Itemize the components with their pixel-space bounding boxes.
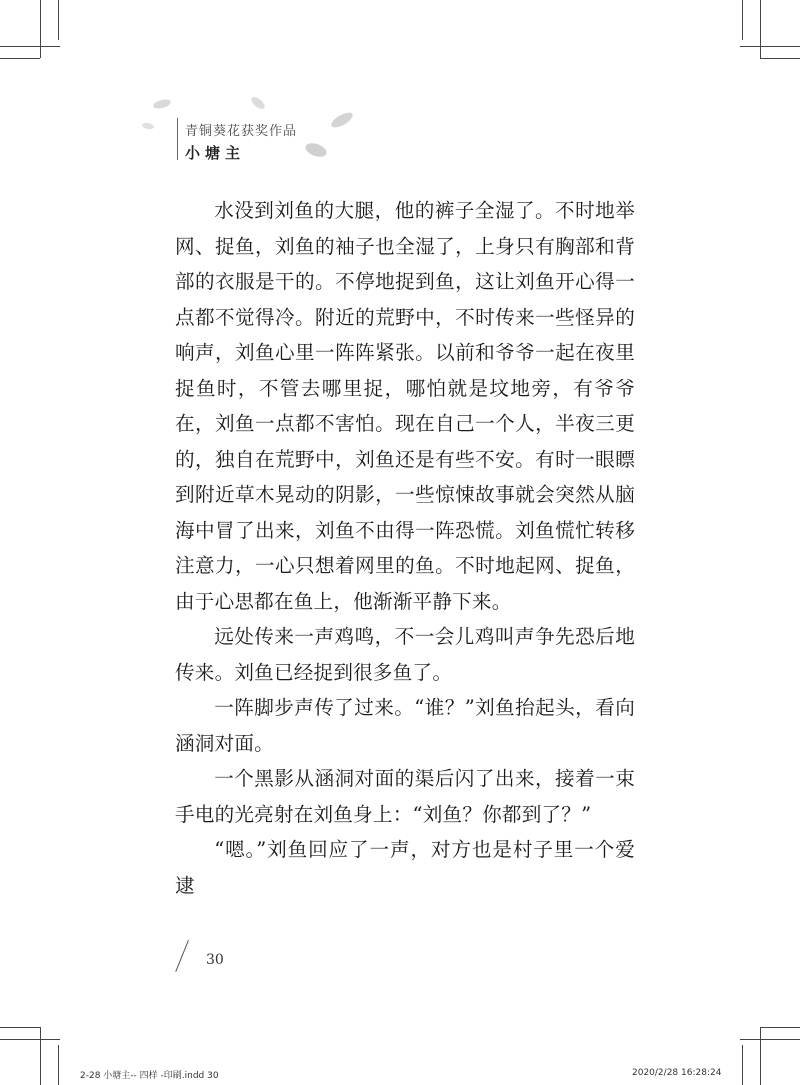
page-number-slash — [175, 940, 189, 972]
crop-mark — [760, 1027, 761, 1085]
print-slug-timestamp: 2020/2/28 16:28:24 — [632, 1068, 722, 1078]
book-title: 小塘主 — [185, 144, 246, 162]
page-number: 30 — [206, 952, 224, 968]
paragraph: 水没到刘鱼的大腿，他的裤子全湿了。不时地举网、捉鱼，刘鱼的袖子也全湿了，上身只有胸部和背部的衣服是干的。不停地捉到鱼，这让刘鱼开心得一点都不觉得冷。附近的荒野中，不时传来一些怪异的响声，刘鱼心里一阵阵紧张。以前和爷爷一起在夜里捉鱼时，不管去哪里捉，哪怕就是坟地旁，有爷爷在，刘鱼一点都不害怕。现在自己一个人，半夜三更的，独自在荒野中，刘鱼还是有些不安。有时一眼瞟到附近草木晃动的阴影，一些惊悚故事就会突然从脑海中冒了出来，刘鱼不由得一阵恐慌。刘鱼慌忙转移注意力，一心只想着网里的鱼。不时地起网、捉鱼，由于心思都在鱼上，他渐渐平静下来。 — [175, 199, 635, 613]
header-rule — [177, 118, 178, 160]
crop-mark — [0, 1027, 40, 1028]
paragraph: 一个黑影从涵洞对面的渠后闪了出来，接着一束手电的光亮射在刘鱼身上：“刘鱼？你都到了？” — [175, 767, 635, 826]
print-slug-filename: 2-28 小塘主-- 四样 -印刷.indd 30 — [80, 1071, 219, 1081]
paragraph: 一阵脚步声传了过来。“谁？”刘鱼抬起头，看向涵洞对面。 — [175, 696, 635, 755]
crop-mark — [742, 1045, 743, 1085]
crop-mark — [0, 1039, 60, 1040]
paragraph: 远处传来一声鸡鸣，不一会儿鸡叫声争先恐后地传来。刘鱼已经捉到很多鱼了。 — [175, 625, 635, 684]
crop-mark — [58, 1045, 59, 1085]
body-text — [175, 193, 635, 903]
paragraph: “嗯。”刘鱼回应了一声，对方也是村子里一个爱逮 — [175, 838, 635, 897]
crop-mark — [740, 1039, 800, 1040]
crop-mark — [760, 1027, 800, 1028]
crop-mark — [40, 1027, 41, 1085]
series-title: 青铜葵花获奖作品 — [185, 124, 298, 139]
petal-decoration-icon — [0, 0, 800, 200]
